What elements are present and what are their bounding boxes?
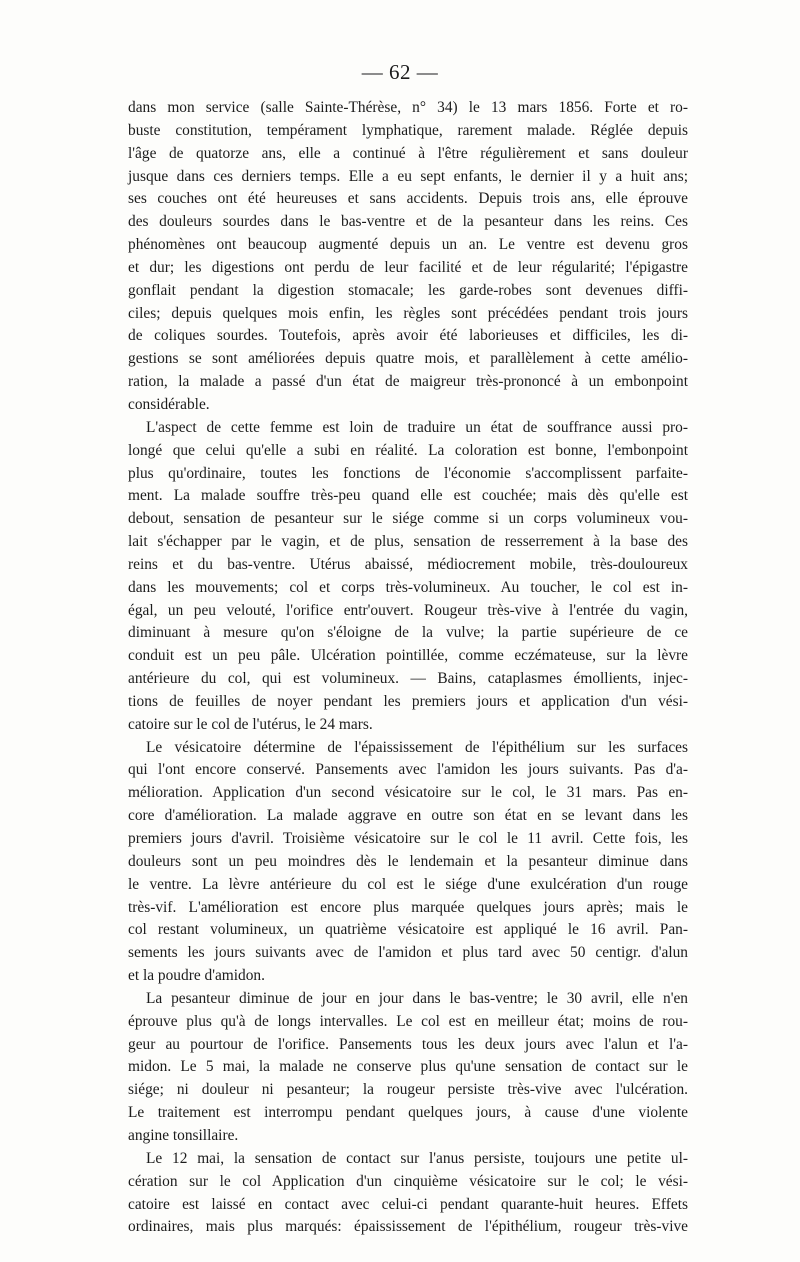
text-line: L'aspect de cette femme est loin de traduire un état de souffrance aussi pro- bbox=[146, 418, 688, 436]
text-line: ration, la malade a passé d'un état de maigreur très-prononcé à un embonpoint bbox=[128, 373, 688, 391]
text-line: diminuant à mesure qu'on s'éloigne de la vulve; la partie supérieure de ce bbox=[128, 624, 688, 642]
text-line: reins et du bas-ventre. Utérus abaissé, médiocrement mobile, très-douloureux bbox=[128, 555, 688, 573]
text-line: tions de feuilles de noyer pendant les premiers jours et application d'un vési- bbox=[128, 692, 688, 710]
text-line: buste constitution, tempérament lymphatique, rarement malade. Réglée depuis bbox=[128, 121, 688, 139]
text-line: core d'amélioration. La malade aggrave en outre son état en se levant dans les bbox=[128, 807, 688, 825]
text-line: angine tonsillaire. bbox=[128, 1126, 239, 1144]
text-line: ordinaires, mais plus marqués: épaississement de l'épithélium, rougeur très-vive bbox=[128, 1218, 688, 1236]
text-line: Le vésicatoire détermine de l'épaississement de l'épithélium sur les surfaces bbox=[146, 738, 688, 756]
text-line: égal, un peu velouté, l'orifice entr'ouvert. Rougeur très-vive à l'entrée du vagin, bbox=[128, 601, 688, 619]
text-line: Le 12 mai, la sensation de contact sur l'anus persiste, toujours une petite ul- bbox=[146, 1149, 688, 1167]
text-line: et dur; les digestions ont perdu de leur facilité et de leur régularité; l'épigastre bbox=[128, 258, 688, 276]
text-line: longé que celui qu'elle a subi en réalité. La coloration est bonne, l'embonpoint bbox=[128, 441, 688, 459]
text-line: La pesanteur diminue de jour en jour dans le bas-ventre; le 30 avril, elle n'en bbox=[146, 989, 688, 1007]
text-line: gonflait pendant la digestion stomacale; les garde-robes sont devenues diffi- bbox=[128, 281, 688, 299]
text-line: ciles; depuis quelques mois enfin, les règles sont précédées pendant trois jours bbox=[128, 304, 688, 322]
text-line: plus qu'ordinaire, toutes les fonctions de l'économie s'accomplissent parfaite- bbox=[128, 464, 688, 482]
text-line: geur au pourtour de l'orifice. Pansements tous les deux jours avec l'alun et l'a- bbox=[128, 1035, 688, 1053]
text-line: des douleurs sourdes dans le bas-ventre et de la pesanteur dans les reins. Ces bbox=[128, 213, 688, 231]
text-line: l'âge de quatorze ans, elle a continué à l'être régulièrement et sans douleur bbox=[128, 144, 688, 162]
text-line: gestions se sont améliorées depuis quatre mois, et parallèlement à cette amélio- bbox=[128, 350, 688, 368]
text-line: et la poudre d'amidon. bbox=[128, 967, 265, 985]
text-line: conduit est un peu pâle. Ulcération pointillée, comme eczémateuse, sur la lèvre bbox=[128, 647, 688, 665]
body-text bbox=[128, 97, 688, 1239]
text-line: ses couches ont été heureuses et sans accidents. Depuis trois ans, elle éprouve bbox=[128, 190, 688, 208]
text-line: de coliques sourdes. Toutefois, après avoir été laborieuses et difficiles, les di- bbox=[128, 327, 688, 345]
text-line: mélioration. Application d'un second vésicatoire sur le col, le 31 mars. Pas en- bbox=[128, 784, 688, 802]
text-line: sements les jours suivants avec de l'amidon et plus tard avec 50 centigr. d'alun bbox=[128, 944, 688, 962]
text-line: Le traitement est interrompu pendant quelques jours, à cause d'une violente bbox=[128, 1104, 688, 1122]
text-line: catoire est laissé en contact avec celui-ci pendant quarante-huit heures. Effets bbox=[128, 1195, 688, 1213]
text-line: le ventre. La lèvre antérieure du col est le siége d'une exulcération d'un rouge bbox=[128, 875, 688, 893]
text-line: douleurs sont un peu moindres dès le lendemain et la pesanteur diminue dans bbox=[128, 852, 688, 870]
page-number: — 62 — bbox=[361, 60, 439, 84]
text-line: cération sur le col Application d'un cinquième vésicatoire sur le col; le vési- bbox=[128, 1172, 688, 1190]
text-line: jusque dans ces derniers temps. Elle a eu sept enfants, le dernier il y a huit ans; bbox=[128, 167, 688, 185]
text-line: très-vif. L'amélioration est encore plus marquée quelques jours après; mais le bbox=[128, 898, 688, 916]
text-line: debout, sensation de pesanteur sur le siége comme si un corps volumineux vou- bbox=[128, 510, 688, 528]
text-line: dans les mouvements; col et corps très-volumineux. Au toucher, le col est in- bbox=[128, 578, 688, 596]
text-line: qui l'ont encore conservé. Pansements avec l'amidon les jours suivants. Pas d'a- bbox=[128, 761, 688, 779]
text-line: éprouve plus qu'à de longs intervalles. Le col est en meilleur état; moins de rou- bbox=[128, 1012, 688, 1030]
text-line: antérieure du col, qui est volumineux. — Bains, cataplasmes émollients, injec- bbox=[128, 670, 688, 688]
text-line: catoire sur le col de l'utérus, le 24 mars. bbox=[128, 715, 373, 733]
text-line: ment. La malade souffre très-peu quand elle est couchée; mais dès qu'elle est bbox=[128, 487, 688, 505]
text-line: considérable. bbox=[128, 395, 210, 413]
text-line: midon. Le 5 mai, la malade ne conserve plus qu'une sensation de contact sur le bbox=[128, 1058, 688, 1076]
text-line: siége; ni douleur ni pesanteur; la rougeur persiste très-vive avec l'ulcération. bbox=[128, 1081, 688, 1099]
text-line: premiers jours d'avril. Troisième vésicatoire sur le col le 11 avril. Cette fois, les bbox=[128, 830, 688, 847]
text-line: col restant volumineux, un quatrième vésicatoire est appliqué le 16 avril. Pan- bbox=[128, 921, 688, 939]
text-line: lait s'échapper par le vagin, et de plus, sensation de resserrement à la base des bbox=[128, 533, 688, 551]
text-line: phénomènes ont beaucoup augmenté depuis un an. Le ventre est devenu gros bbox=[128, 236, 688, 254]
text-line: dans mon service (salle Sainte-Thérèse, n° 34) le 13 mars 1856. Forte et ro- bbox=[128, 99, 688, 116]
